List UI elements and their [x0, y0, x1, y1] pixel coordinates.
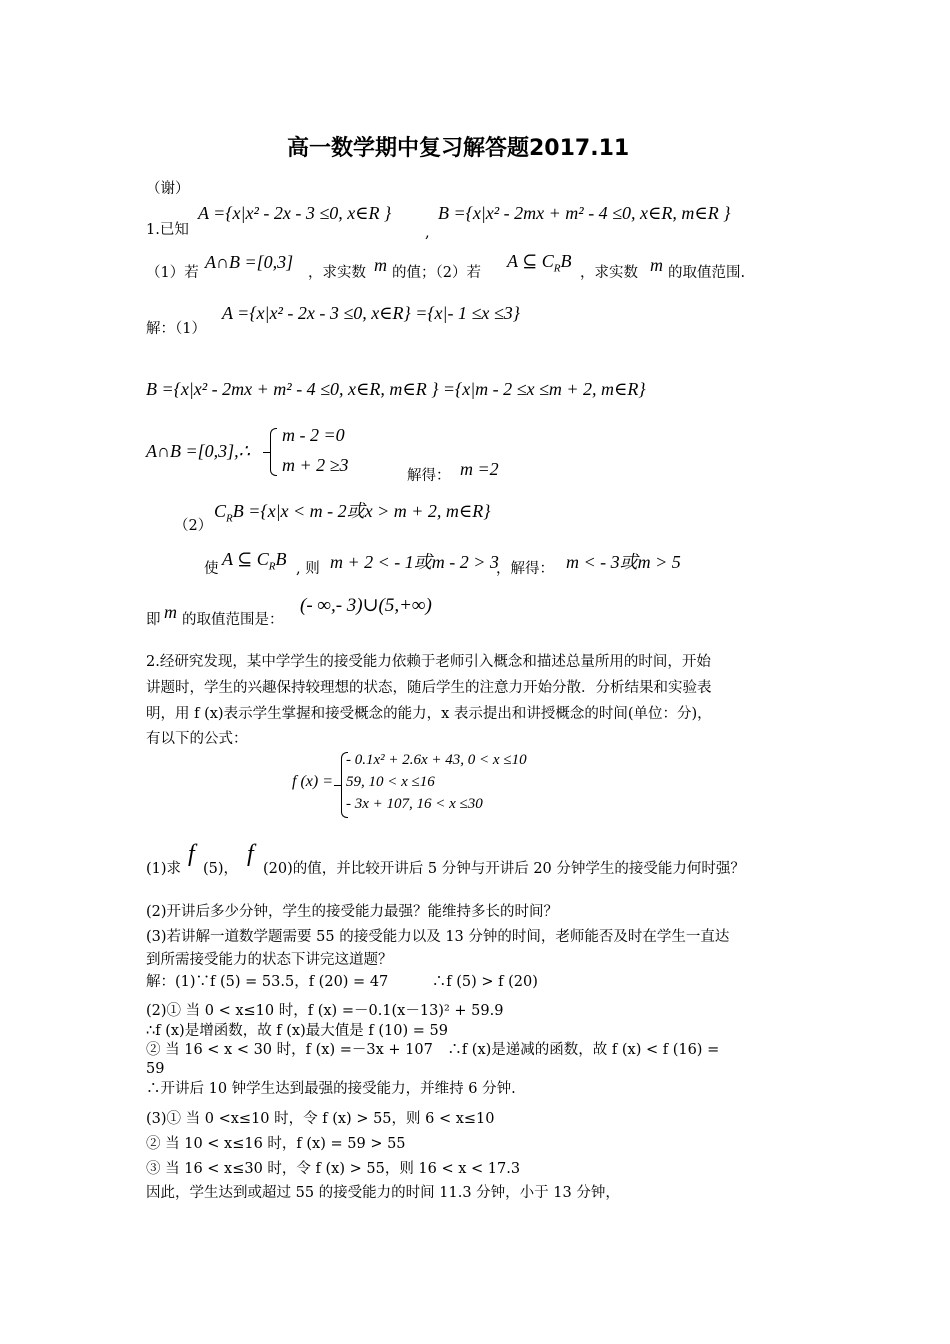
q2-ask1-c: (20)的值，并比较开讲后 5 分钟与开讲后 20 分钟学生的接受能力何时强？ [263, 861, 745, 877]
q1-inequality: m + 2 < - 1或m - 2 > 3 [330, 552, 499, 572]
q1-range-mid: 的取值范围是： [182, 612, 284, 628]
q2-intro-line1: 2.经研究发现，某中学学生的接受能力依赖于老师引入概念和描述总量所用的时间，开始 [146, 654, 711, 670]
q1-part1-prefix: （1）若 [146, 265, 199, 281]
q1-m-symbol-2: m [650, 255, 663, 275]
q2-ask1-a: (1)求 [146, 861, 182, 877]
q1-set-a: A ={x|x² - 2x - 3 ≤0, x∈R } [198, 203, 392, 223]
q1-set-b: B ={x|x² - 2mx + m² - 4 ≤0, x∈R, m∈R } [438, 203, 731, 223]
q1-complement: $C_RB =\{x|x < m - 2$或x > m + 2, m∈R} [214, 501, 491, 525]
q2-fx-label: f (x) = [292, 773, 333, 790]
page-title: 高一数学期中复习解答题2017.11 [287, 136, 630, 161]
q2-solution-10: 因此，学生达到或超过 55 的接受能力的时间 11.3 分钟，小于 13 分钟， [146, 1185, 620, 1201]
q2-case-2: 59, 10 < x ≤16 [346, 774, 435, 790]
q1-part1-end: 的值；（2）若 [392, 265, 481, 281]
q1-part2-end: 的取值范围. [668, 265, 746, 281]
q2-ask3-line2: 到所需接受能力的状态下讲完这道题？ [146, 952, 393, 968]
q1-result: m < - 3或m > 5 [566, 552, 681, 572]
q1-subset-cond: A ⊆ $C_RB$ [222, 549, 287, 573]
q1-m-symbol: m [374, 255, 387, 275]
q1-system-brace [270, 428, 277, 476]
q2-ask1-f2: f [247, 841, 254, 867]
q1-solve-value: m =2 [460, 459, 499, 479]
q2-intro-line2: 讲题时，学生的兴趣保持较理想的状态，随后学生的注意力开始分散．分析结果和实验表 [146, 680, 712, 696]
q1-part2-cond: A ⊆ $C_RB$ [507, 251, 572, 275]
q2-solution-9: ③ 当 16 < x≤30 时，令 f (x) > 55，则 16 < x < 17.3 [146, 1161, 521, 1177]
q1-part1-mid: ，求实数 [308, 265, 366, 281]
q2-solution-8: ② 当 10 < x≤16 时，f (x) = 59 > 55 [146, 1136, 406, 1152]
q2-solution-4: ② 当 16 < x < 30 时，f (x) =－3x + 107 ∴f (x)是递减的函数，故 f (x) < f (16) = [146, 1042, 720, 1058]
q1-number: 1.已知 [146, 222, 189, 238]
q1-part2-mid: ，求实数 [580, 265, 638, 281]
q2-intro-line3: 明，用 f (x)表示学生掌握和接受概念的能力，x 表示提出和讲授概念的时间(单位：分)， [146, 706, 712, 722]
author: （谢） [146, 181, 190, 197]
q2-ask3-line1: (3)若讲解一道数学题需要 55 的接受能力以及 13 分钟的时间，老师能否及时在学生一直达 [146, 929, 730, 945]
q1-comma: , [425, 225, 430, 241]
q2-intro-line4: 有以下的公式： [146, 731, 248, 747]
q2-ask1-f1: f [188, 841, 195, 867]
q1-part2-label: （2） [174, 518, 213, 534]
q2-ask2: (2)开讲后多少分钟，学生的接受能力最强？能维持多长的时间？ [146, 904, 559, 920]
q1-system-eq2: m + 2 ≥3 [282, 455, 349, 475]
q1-solution-a: A ={x|x² - 2x - 3 ≤0, x∈R} ={x|- 1 ≤x ≤3} [222, 303, 520, 323]
q2-solution-1: 解：(1)∵f (5) = 53.5，f (20) = 47 ∴f (5) > f (20) [146, 974, 538, 990]
q2-case-1: - 0.1x² + 2.6x + 43, 0 < x ≤10 [346, 752, 527, 768]
q2-solution-5: 59 [146, 1061, 165, 1077]
q2-solution-6: ∴开讲后 10 钟学生达到最强的接受能力，并维持 6 分钟. [146, 1081, 516, 1097]
q1-intersection: A∩B =[0,3],∴ [146, 441, 251, 461]
q2-case-3: - 3x + 107, 16 < x ≤30 [346, 796, 483, 812]
q2-solution-2: (2)① 当 0 < x≤10 时，f (x) =－0.1(x－13)² + 59.9 [146, 1003, 504, 1019]
q2-solution-3: ∴f (x)是增函数，故 f (x)最大值是 f (10) = 59 [146, 1023, 448, 1039]
q1-use-label: 使 [204, 561, 219, 577]
q1-solution-label: 解：（1） [146, 321, 206, 337]
q1-range-prefix: 即 [146, 612, 161, 628]
q1-solution-b: B ={x|x² - 2mx + m² - 4 ≤0, x∈R, m∈R } ={x|m - 2 ≤x ≤m + 2, m∈R} [146, 379, 646, 399]
q1-range-value: (- ∞,- 3)∪(5,+∞) [300, 595, 432, 616]
q1-part1-cond: A∩B =[0,3] [205, 252, 294, 272]
q1-solve-label-2: ，解得： [496, 561, 554, 577]
q1-then: , 则 [296, 561, 320, 577]
q1-system-eq1: m - 2 =0 [282, 425, 345, 445]
q1-solve-label: 解得： [407, 468, 451, 484]
q2-ask1-b: (5)， [203, 861, 239, 877]
q1-m-symbol-3: m [164, 602, 177, 622]
q2-solution-7: (3)① 当 0 <x≤10 时，令 f (x) > 55，则 6 < x≤10 [146, 1111, 495, 1127]
